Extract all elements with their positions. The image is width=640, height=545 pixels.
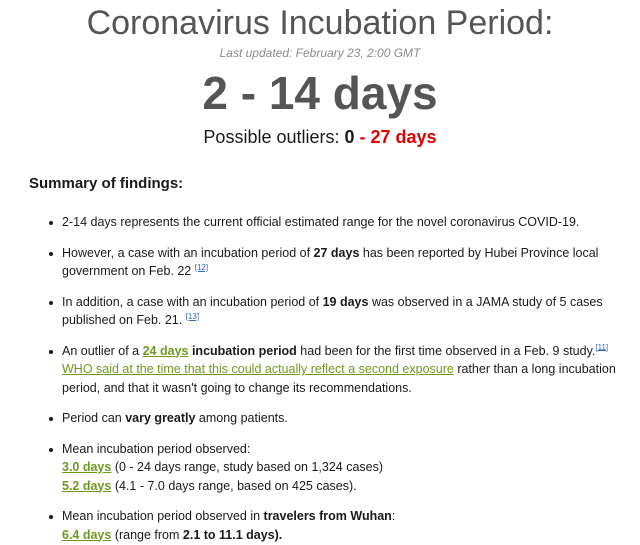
list-item <box>62 440 620 496</box>
finding-text: had been for the first time observed in a Feb. 9 study. <box>296 343 596 358</box>
finding-text: among patients. <box>195 411 288 425</box>
reference-sup <box>186 312 199 321</box>
page-title: Coronavirus Incubation Period: <box>86 4 554 42</box>
possible-outliers <box>0 126 640 148</box>
outliers-label: Possible outliers: <box>203 127 345 147</box>
finding-text: In addition, a case with an incubation period of <box>62 294 323 309</box>
finding-bold: 2.1 to 11.1 days). <box>182 527 283 542</box>
finding-bold: incubation period <box>188 343 297 358</box>
finding-text: Period can <box>62 411 126 425</box>
finding-bold: 27 days <box>313 245 360 260</box>
reference-link-12[interactable]: [12] <box>194 262 209 272</box>
outliers-sep: - <box>354 127 371 147</box>
finding-text: (range from <box>111 527 183 542</box>
finding-text: was observed in a JAMA study of 5 cases published on Feb. 21. <box>62 294 603 327</box>
list-item <box>62 213 620 232</box>
finding-text: An outlier of a <box>62 343 143 358</box>
finding-bold: travelers from Wuhan <box>263 509 392 523</box>
link-5-2-days[interactable]: 5.2 days <box>62 478 112 493</box>
finding-bold: 19 days <box>322 294 369 309</box>
reference-link-13[interactable]: [13] <box>185 311 200 321</box>
list-item <box>62 507 620 544</box>
link-24-days[interactable]: 24 days <box>142 343 189 358</box>
finding-text: (0 - 24 days range, study based on 1,324 cases) <box>111 460 384 474</box>
summary-heading: Summary of findings: <box>29 175 184 192</box>
list-item <box>62 244 620 281</box>
link-6-4-days[interactable]: 6.4 days <box>62 527 112 542</box>
reference-sup <box>195 263 208 272</box>
reference-sup <box>595 342 608 351</box>
finding-text: Mean incubation period observed in <box>62 509 264 523</box>
finding-text: has been reported by Hubei Province local government on Feb. 22 <box>62 245 599 278</box>
link-3-0-days[interactable]: 3.0 days <box>62 460 112 474</box>
finding-text: (4.1 - 7.0 days range, based on 425 cases). <box>111 478 357 493</box>
link-who-second-exposure[interactable]: WHO said at the time that this could actually reflect a second exposure <box>62 362 454 376</box>
outliers-low: 0 <box>344 127 355 147</box>
finding-text: 2-14 days represents the current official estimated range for the novel coronavirus COVID-19. <box>62 215 580 229</box>
incubation-range: 2 - 14 days <box>202 67 438 119</box>
finding-text: rather than a long incubation period, and that it wasn't going to change its recommendations. <box>62 362 616 395</box>
outliers-high: 27 days <box>370 127 437 147</box>
list-item <box>62 409 620 428</box>
list-item <box>62 293 620 330</box>
reference-link-11[interactable]: [11] <box>595 342 609 352</box>
finding-text: However, a case with an incubation period of <box>62 245 314 260</box>
finding-bold: vary greatly <box>125 411 196 425</box>
finding-text: : <box>391 509 396 523</box>
last-updated: Last updated: February 23, 2:00 GMT <box>219 46 421 60</box>
finding-text: Mean incubation period observed: <box>62 441 251 456</box>
findings-list <box>0 213 640 544</box>
list-item <box>62 342 620 398</box>
